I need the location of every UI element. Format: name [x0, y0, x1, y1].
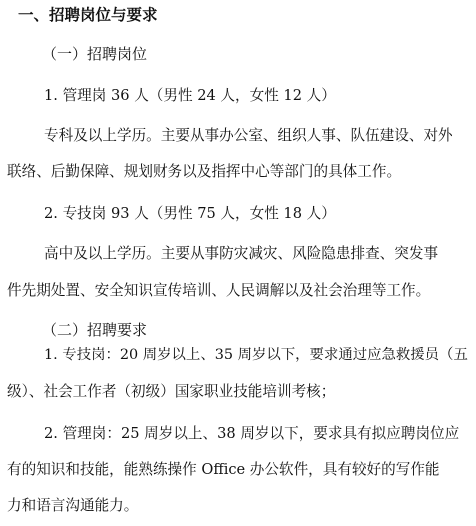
requirement-2-line-1: 2. 管理岗：25 周岁以上、38 周岁以下，要求具有拟应聘岗位应	[44, 425, 460, 442]
position-2-desc-line-1: 高中及以上学历。主要从事防灾减灾、风险隐患排查、突发事	[44, 245, 439, 262]
position-2-title: 2. 专技岗 93 人（男性 75 人，女性 18 人）	[44, 205, 336, 222]
requirements-heading: （二）招聘要求	[42, 321, 148, 339]
position-1-desc-line-2: 联络、后勤保障、规划财务以及指挥中心等部门的具体工作。	[7, 163, 402, 180]
requirement-2-line-2: 有的知识和技能，能熟练操作 Office 办公软件，具有较好的写作能	[7, 461, 440, 478]
position-1-desc-line-1: 专科及以上学历。主要从事办公室、组织人事、队伍建设、对外	[44, 127, 453, 144]
position-2-desc-line-2: 件先期处置、安全知识宣传培训、人民调解以及社会治理等工作。	[7, 282, 431, 299]
section-title: 一、招聘岗位与要求	[18, 6, 158, 24]
requirement-1-line-1: 1. 专技岗：20 周岁以上、35 周岁以下，要求通过应急救援员（五	[44, 347, 468, 363]
requirement-1-line-2: 级）、社会工作者（初级）国家职业技能培训考核；	[7, 383, 336, 400]
positions-heading: （一）招聘岗位	[42, 45, 148, 63]
requirement-2-line-3: 力和语言沟通能力。	[7, 497, 139, 514]
position-1-title: 1. 管理岗 36 人（男性 24 人，女性 12 人）	[44, 87, 336, 104]
